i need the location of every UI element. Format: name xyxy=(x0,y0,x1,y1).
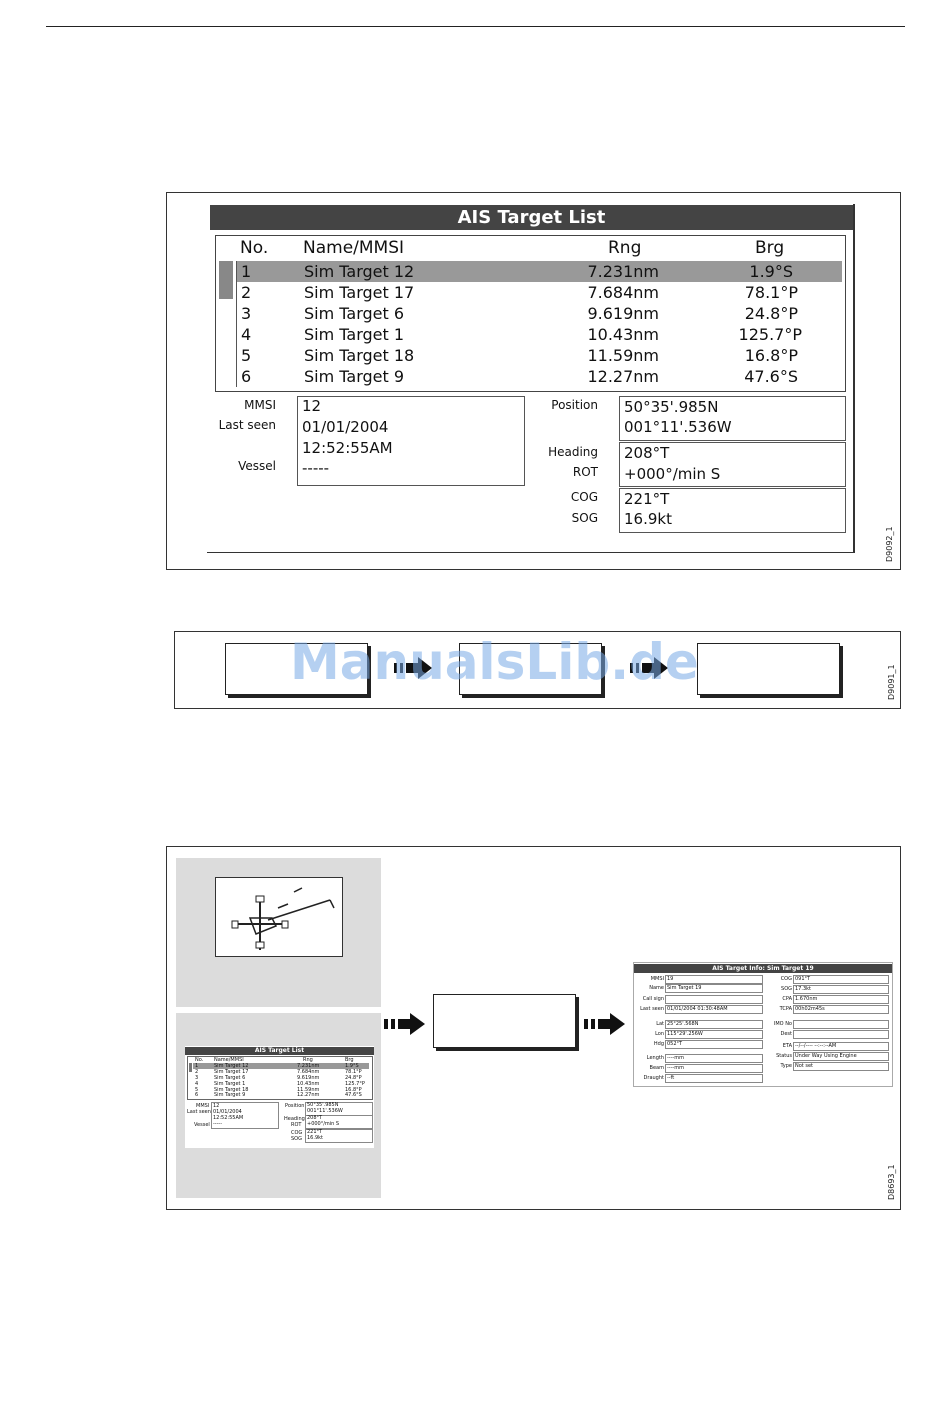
mini-row-name: Sim Target 18 xyxy=(214,1087,249,1093)
mini-label-rot: ROT xyxy=(291,1122,302,1128)
row-brg: 125.7°P xyxy=(738,325,802,344)
table-row[interactable] xyxy=(237,324,842,345)
arrow-icon xyxy=(384,1012,426,1036)
mini-row-name: Sim Target 6 xyxy=(214,1075,246,1081)
mini-label-heading: Heading xyxy=(284,1116,305,1122)
mini-row-no: 1 xyxy=(195,1063,199,1069)
mini-col-rng: Rng xyxy=(303,1057,313,1063)
watermark: ManualsLib.de xyxy=(290,633,699,691)
col-rng-header: Rng xyxy=(608,238,642,258)
info-label-imo: IMO No xyxy=(773,1021,792,1027)
row-no: 1 xyxy=(241,262,252,281)
mini-label-cog: COG xyxy=(291,1130,303,1136)
mini-row xyxy=(195,1092,371,1098)
label-sog: SOG xyxy=(571,511,598,525)
mini-value-time: 12:52:55AM xyxy=(213,1115,244,1121)
info-value-status: Under Way Using Engine xyxy=(795,1053,857,1059)
mini-col-no: No. xyxy=(195,1057,204,1063)
info-field-imo xyxy=(793,1020,889,1029)
row-rng: 9.619nm xyxy=(587,304,659,323)
row-brg: 16.8°P xyxy=(744,346,798,365)
info-label-mmsi: MMSI xyxy=(650,976,664,982)
value-heading: 208°T xyxy=(624,444,670,462)
value-time: 12:52:55AM xyxy=(302,439,393,457)
table-row[interactable] xyxy=(237,366,842,387)
header-rule xyxy=(46,26,905,27)
info-label-eta: ETA xyxy=(782,1043,792,1049)
info-value-hdg: 052°T xyxy=(667,1041,683,1047)
value-mmsi: 12 xyxy=(302,397,322,415)
info-value-tcpa: 00h02m45s xyxy=(795,1006,825,1012)
mini-row-name: Sim Target 9 xyxy=(214,1092,246,1098)
row-brg: 78.1°P xyxy=(744,283,798,302)
mini-value-sog: 16.9kt xyxy=(307,1135,323,1141)
chart-thumbnail[interactable] xyxy=(215,877,343,957)
mini-scroll-thumb xyxy=(189,1063,192,1072)
row-no: 5 xyxy=(241,346,252,365)
row-no: 2 xyxy=(241,283,252,302)
mini-row-rng: 7.231nm xyxy=(297,1063,320,1069)
info-label-last-seen: Last seen xyxy=(640,1006,664,1012)
mini-value-cog: 221°T xyxy=(307,1129,323,1135)
mini-row-rng: 12.27nm xyxy=(297,1092,320,1098)
info-field-call-sign xyxy=(665,995,763,1004)
info-label-tcpa: TCPA xyxy=(779,1006,792,1012)
label-mmsi: MMSI xyxy=(244,398,276,412)
info-field-mmsi xyxy=(665,975,763,984)
info-value-beam: ----mm xyxy=(667,1065,684,1071)
screen-right-shadow xyxy=(853,204,855,552)
figure-id-2: D9091_1 xyxy=(887,664,896,700)
mini-row-brg: 47.6°S xyxy=(345,1092,362,1098)
value-vessel: ----- xyxy=(302,459,330,477)
mini-row-name: Sim Target 12 xyxy=(214,1063,249,1069)
key-box-3[interactable] xyxy=(697,643,840,695)
value-date: 01/01/2004 xyxy=(302,418,389,436)
mini-row-brg: 1.9°S xyxy=(345,1063,359,1069)
mini-row-brg: 16.8°P xyxy=(345,1087,362,1093)
info-value-type: Not set xyxy=(795,1063,813,1069)
mini-value-mmsi: 12 xyxy=(213,1103,220,1109)
value-sog: 16.9kt xyxy=(624,510,672,528)
value-cog: 221°T xyxy=(624,490,670,508)
target-info-screen[interactable] xyxy=(633,962,893,1087)
figure-id-1: D9092_1 xyxy=(885,526,894,562)
row-name: Sim Target 12 xyxy=(304,262,415,281)
info-label-status: Status xyxy=(776,1053,792,1059)
mini-row-rng: 10.43nm xyxy=(297,1081,320,1087)
mini-value-vessel: ----- xyxy=(213,1121,223,1127)
mini-value-lat: 50°35'.985N xyxy=(307,1102,339,1108)
label-heading: Heading xyxy=(548,445,598,459)
row-rng: 12.27nm xyxy=(587,367,659,386)
mini-col-name: Name/MMSI xyxy=(214,1057,244,1063)
mini-value-date: 01/01/2004 xyxy=(213,1109,242,1115)
mini-row-brg: 78.1°P xyxy=(345,1069,362,1075)
info-label-dest: Dest xyxy=(780,1031,792,1037)
row-no: 6 xyxy=(241,367,252,386)
info-field-draught xyxy=(665,1074,763,1083)
info-label-type: Type xyxy=(780,1063,792,1069)
info-title: AIS Target Info: Sim Target 19 xyxy=(634,964,892,973)
mini-row-no: 3 xyxy=(195,1075,199,1081)
info-label-sog: SOG xyxy=(781,986,792,992)
value-lon: 001°11'.536W xyxy=(624,418,732,436)
figure-id-3: D8693_1 xyxy=(887,1164,896,1200)
info-value-draught: --ft xyxy=(667,1075,675,1081)
row-no: 3 xyxy=(241,304,252,323)
mini-row-rng: 9.619nm xyxy=(297,1075,320,1081)
row-brg: 1.9°S xyxy=(749,262,793,281)
info-value-last-seen: 01/01/2004 01:30:48AM xyxy=(667,1006,728,1012)
mini-row-name: Sim Target 17 xyxy=(214,1069,249,1075)
label-vessel: Vessel xyxy=(238,459,276,473)
mini-col-brg: Brg xyxy=(345,1057,354,1063)
mini-row-brg: 24.8°P xyxy=(345,1075,362,1081)
mini-row-name: Sim Target 1 xyxy=(214,1081,246,1087)
label-position: Position xyxy=(551,398,598,412)
info-value-eta: --/--/---- --:--:--AM xyxy=(795,1043,837,1049)
info-label-draught: Draught xyxy=(643,1075,664,1081)
row-rng: 10.43nm xyxy=(587,325,659,344)
info-label-beam: Beam xyxy=(649,1065,664,1071)
row-name: Sim Target 18 xyxy=(304,346,415,365)
label-cog: COG xyxy=(570,490,598,504)
softkey-box[interactable] xyxy=(433,994,576,1048)
mini-label-position: Position xyxy=(285,1103,305,1109)
row-rng: 7.684nm xyxy=(587,283,659,302)
table-row[interactable] xyxy=(237,261,842,282)
info-value-lon: 115°29'.256W xyxy=(667,1031,703,1037)
info-label-name: Name xyxy=(649,985,664,991)
col-brg-header: Brg xyxy=(755,238,785,258)
table-row[interactable] xyxy=(237,282,842,303)
mini-list-screen[interactable] xyxy=(185,1046,374,1148)
mini-value-heading: 208°T xyxy=(307,1115,323,1121)
info-label-call-sign: Call sign xyxy=(642,996,664,1002)
info-label-length: Length xyxy=(646,1055,664,1061)
info-value-sog: 17.3kt xyxy=(795,986,811,992)
mini-label-sog: SOG xyxy=(291,1136,302,1142)
mini-row-no: 5 xyxy=(195,1087,199,1093)
row-name: Sim Target 6 xyxy=(304,304,405,323)
table-row[interactable] xyxy=(237,345,842,366)
info-value-name: Sim Target 19 xyxy=(667,985,702,991)
screen-bottom-line xyxy=(207,552,855,553)
mini-row-brg: 125.7°P xyxy=(345,1081,365,1087)
info-label-lat: Lat xyxy=(656,1021,664,1027)
label-rot: ROT xyxy=(572,465,598,479)
vessel-target-icon xyxy=(216,878,342,956)
row-brg: 47.6°S xyxy=(744,367,798,386)
info-label-cpa: CPA xyxy=(782,996,792,1002)
col-name-header: Name/MMSI xyxy=(303,238,405,258)
mini-row-no: 6 xyxy=(195,1092,199,1098)
info-label-hdg: Hdg xyxy=(653,1041,664,1047)
mini-label-vessel: Vessel xyxy=(194,1122,210,1128)
list-title: AIS Target List xyxy=(210,205,853,230)
mini-label-mmsi: MMSI xyxy=(196,1103,210,1109)
info-value-cog: 091°T xyxy=(795,976,811,982)
arrow-icon xyxy=(584,1012,626,1036)
row-brg: 24.8°P xyxy=(744,304,798,323)
row-name: Sim Target 17 xyxy=(304,283,415,302)
info-value-length: ----mm xyxy=(667,1055,684,1061)
row-name: Sim Target 9 xyxy=(304,367,405,386)
mini-row-no: 2 xyxy=(195,1069,199,1075)
value-rot: +000°/min S xyxy=(624,465,721,483)
value-lat: 50°35'.985N xyxy=(624,398,719,416)
mini-row-rng: 7.684nm xyxy=(297,1069,320,1075)
row-rng: 11.59nm xyxy=(587,346,659,365)
table-row[interactable] xyxy=(237,303,842,324)
info-value-cpa: 1.670nm xyxy=(795,996,818,1002)
info-label-lon: Lon xyxy=(655,1031,664,1037)
row-name: Sim Target 1 xyxy=(304,325,405,344)
label-last-seen: Last seen xyxy=(218,418,276,432)
mini-value-rot: +000°/min S xyxy=(307,1121,340,1127)
row-no: 4 xyxy=(241,325,252,344)
mini-row-no: 4 xyxy=(195,1081,199,1087)
col-no-header: No. xyxy=(240,238,269,258)
info-field-dest xyxy=(793,1030,889,1039)
mini-list-title: AIS Target List xyxy=(185,1047,374,1055)
mini-row-rng: 11.59nm xyxy=(297,1087,320,1093)
info-label-cog: COG xyxy=(780,976,792,982)
info-value-mmsi: 19 xyxy=(667,976,674,982)
mini-value-lon: 001°11'.536W xyxy=(307,1108,343,1114)
row-rng: 7.231nm xyxy=(587,262,659,281)
mini-label-last-seen: Last seen xyxy=(187,1109,211,1115)
scrollbar-thumb[interactable] xyxy=(219,261,233,299)
info-value-lat: 25°25'.568N xyxy=(667,1021,699,1027)
